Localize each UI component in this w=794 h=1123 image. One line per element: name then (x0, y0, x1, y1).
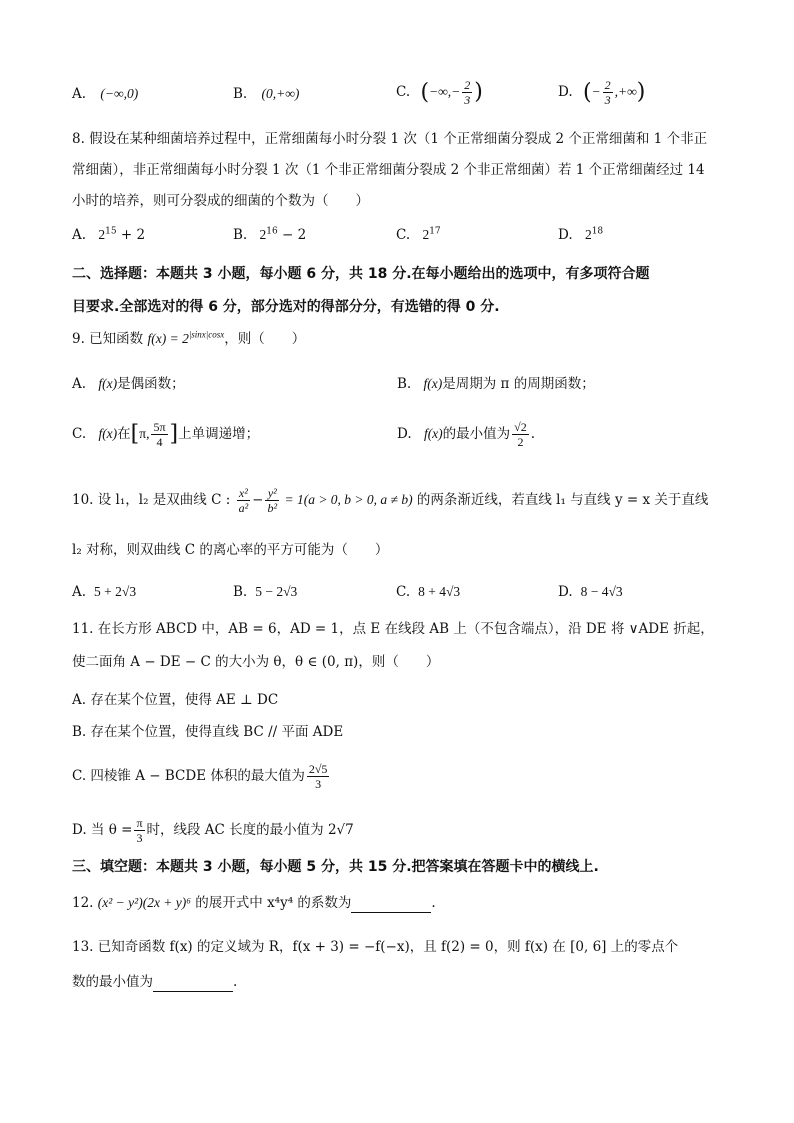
q9-option-c: C. f(x)在[π, $\frac{5\pi}{4}$ ]上单调递增； (72, 420, 260, 449)
q9-option-b: B. f(x)是周期为 π 的周期函数； (397, 376, 595, 392)
q13-stem-line1: 13. 已知奇函数 f(x) 的定义域为 R，f(x + 3) = −f(−x)，且 f(2) = 0，则 f(x) 在 [0, 6] 上的零点个 (72, 939, 679, 955)
q9-stem: 9. 已知函数 $f(x) = 2^{|sinx|cosx}$，则（ ） (72, 329, 306, 347)
q9-option-d: D. f(x)的最小值为 $\frac{√2}{2}$ . (397, 420, 536, 449)
section2-heading-line1: 二、选择题：本题共 3 小题，每小题 6 分，共 18 分.在每小题给出的选项中，有多项符合题 (72, 266, 650, 282)
q8-stem-line2: 常细菌），非正常细菌每小时分裂 1 次（1 个非正常细菌分裂成 2 个非正常细菌）若 1 个正常细菌经过 14 (72, 162, 705, 178)
q11-option-d: D. 当 θ = $\frac{\pi}{3}$ 时，线段 AC 长度的最小值为 2√7 (72, 816, 354, 845)
q10-stem-line1: 10. 设 l₁，l₂ 是双曲线 C : $\frac{\text{x²}}{\text{a²}}$ − $\frac{\text{y²}}{\text{b²}}$ = 1(a > 0, b > 0, a ≠ b) 的两条渐近线，若直线 l₁ 与直线 y = x 关于直线 (72, 486, 709, 515)
q7-option-b: B. (0,+∞) (233, 86, 300, 102)
q8-stem-line1: 8. 假设在某种细菌培养过程中，正常细菌每小时分裂 1 次（1 个正常细菌分裂成 2 个正常细菌和 1 个非正 (72, 131, 708, 147)
q10-stem-line2: l₂ 对称，则双曲线 C 的离心率的平方可能为（ ） (72, 542, 389, 558)
q8-stem-line3: 小时的培养，则可分裂成的细菌的个数为（ ） (72, 193, 369, 209)
q10-option-c: C. 8 + 4√3 (396, 584, 461, 600)
q13-answer-blank[interactable] (153, 977, 233, 992)
q9-option-a: A. f(x)是偶函数； (72, 376, 185, 392)
q11-option-c: C. 四棱锥 A − BCDE 体积的最大值为 $\frac{2√5}{3}$ (72, 762, 328, 791)
section3-heading: 三、填空题：本题共 3 小题，每小题 5 分，共 15 分.把答案填在答题卡中的横线上. (72, 859, 599, 875)
q12-stem: 12. (x² − y²)(2x + y)⁶ 的展开式中 x⁴y⁴ 的系数为 . (72, 895, 436, 911)
q7-option-a: A. (−∞,0) (72, 86, 139, 102)
q10-option-b: B. 5 − 2√3 (233, 584, 298, 600)
q8-option-a: A. $2^{15} + 2$ (72, 226, 146, 243)
q8-option-d: D. $2^{18}$ (558, 226, 604, 243)
q10-option-a: A. 5 + 2√3 (72, 584, 137, 600)
q13-stem-line2: 数的最小值为 . (72, 974, 238, 990)
q11-option-b: B. 存在某个位置，使得直线 BC // 平面 ADE (72, 724, 344, 740)
q12-answer-blank[interactable] (351, 898, 431, 913)
q11-stem-line2: 使二面角 A − DE − C 的大小为 θ，θ ∈ (0, π)，则（ ） (72, 654, 440, 670)
q8-option-c: C. $2^{17}$ (396, 226, 441, 243)
q11-stem-line1: 11. 在长方形 ABCD 中，AB = 6，AD = 1，点 E 在线段 AB 上（不包含端点），沿 DE 将 ∨ADE 折起， (72, 621, 714, 637)
q10-option-d: D. 8 − 4√3 (558, 584, 623, 600)
q11-option-a: A. 存在某个位置，使得 AE ⊥ DC (72, 692, 279, 708)
q7-option-c: C. (−∞,− $\frac{2}{3}$ ) (396, 78, 483, 107)
q7-option-d: D. (− $\frac{2}{3}$ ,+∞) (558, 78, 646, 107)
section2-heading-line2: 目要求.全部选对的得 6 分，部分选对的得部分分，有选错的得 0 分. (72, 299, 500, 315)
q8-option-b: B. $2^{16} - 2$ (233, 226, 307, 243)
